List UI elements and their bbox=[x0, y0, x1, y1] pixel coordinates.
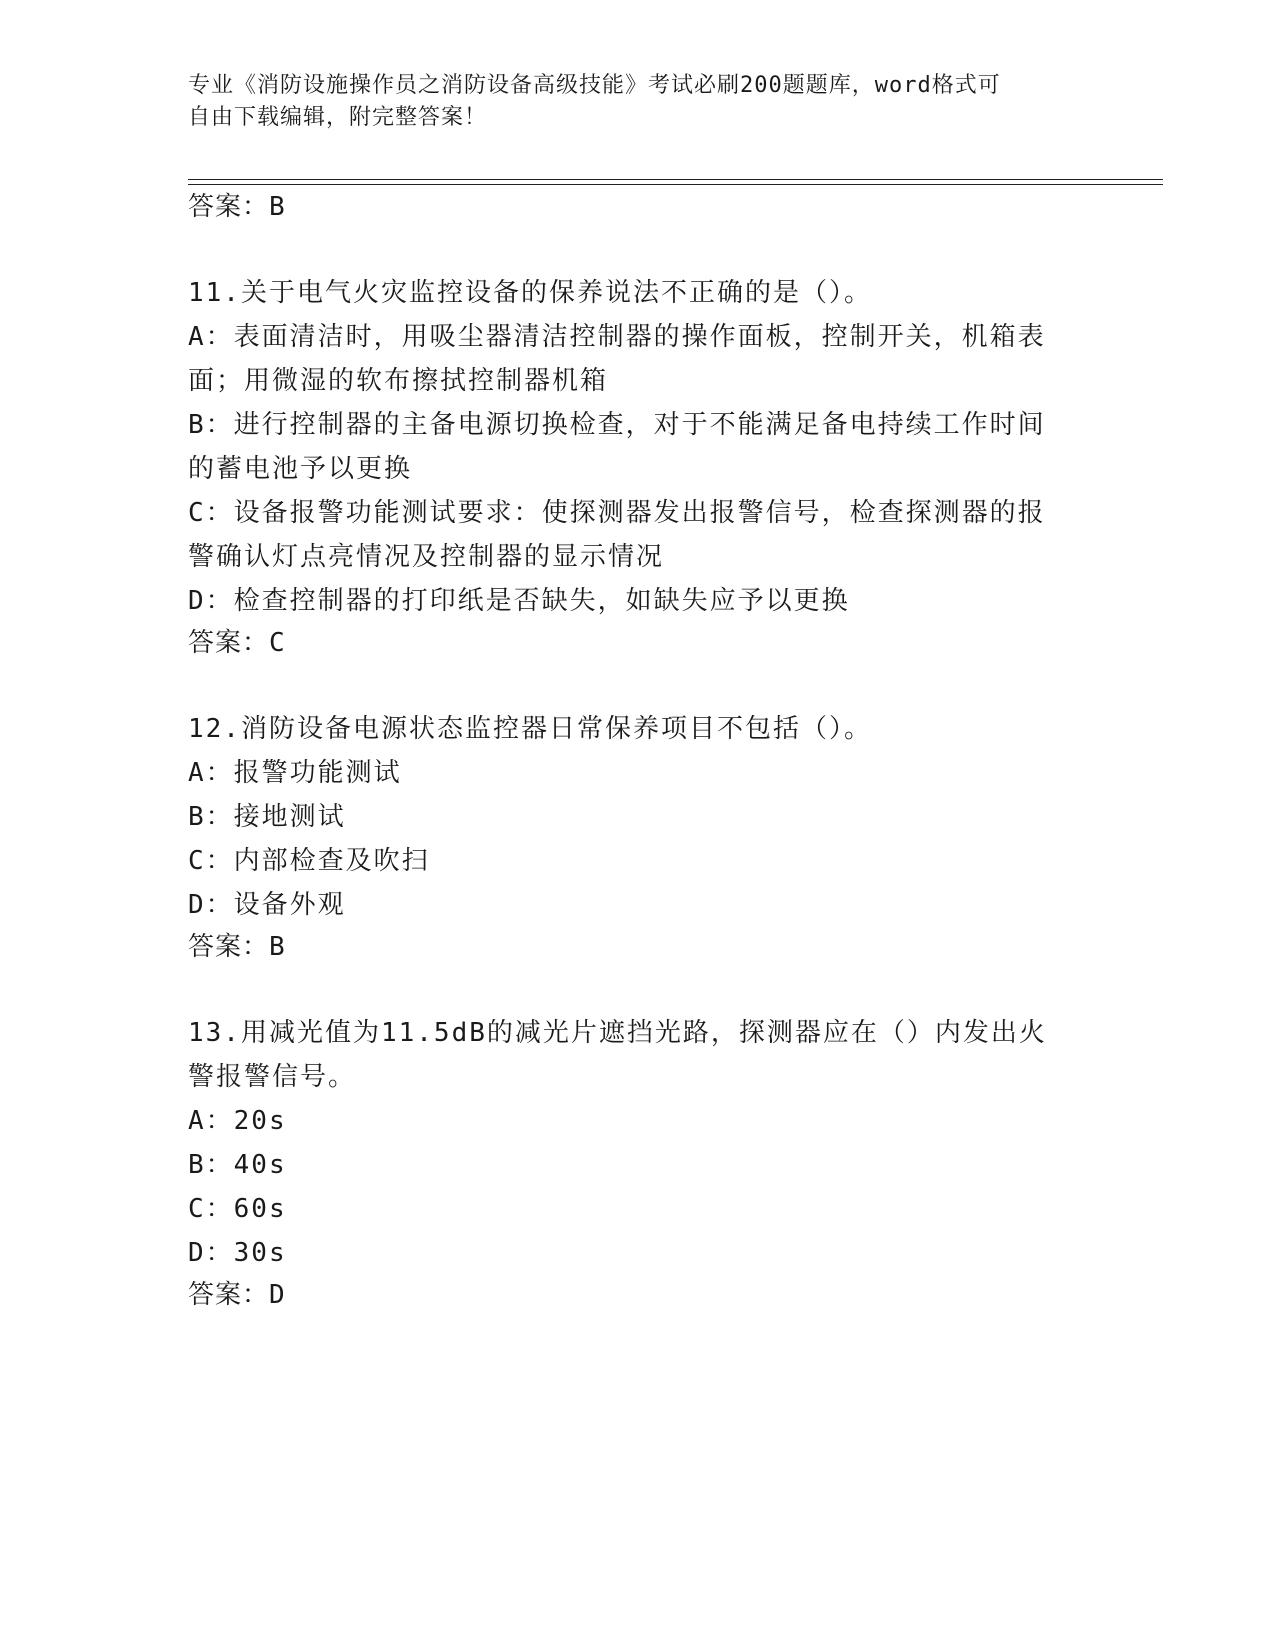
question-13-option-a: A：20s bbox=[188, 1106, 287, 1136]
question-12-answer: 答案：B bbox=[188, 932, 286, 962]
question-13-answer: 答案：D bbox=[188, 1280, 286, 1310]
question-11-option-c: C：设备报警功能测试要求：使探测器发出报警信号，检查探测器的报 bbox=[188, 498, 1046, 528]
question-13-stem-cont: 警报警信号。 bbox=[188, 1062, 357, 1092]
question-13-option-c: C：60s bbox=[188, 1194, 287, 1224]
question-11-option-d: D：检查控制器的打印纸是否缺失，如缺失应予以更换 bbox=[188, 586, 850, 616]
question-11-option-a: A：表面清洁时，用吸尘器清洁控制器的操作面板，控制开关，机箱表 bbox=[188, 322, 1046, 352]
question-11-option-c-cont: 警确认灯点亮情况及控制器的显示情况 bbox=[188, 542, 665, 572]
question-13-option-d: D：30s bbox=[188, 1238, 287, 1268]
question-11-answer: 答案：C bbox=[188, 628, 286, 658]
question-12-option-d: D：设备外观 bbox=[188, 890, 346, 920]
question-11-stem: 11.关于电气火灾监控设备的保养说法不正确的是（）。 bbox=[188, 278, 872, 308]
header-line-2: 自由下载编辑，附完整答案！ bbox=[188, 105, 488, 130]
header-divider-top bbox=[188, 179, 1163, 180]
header-line-1: 专业《消防设施操作员之消防设备高级技能》考试必刷200题题库，word格式可 bbox=[188, 73, 1001, 98]
question-11-option-b-cont: 的蓄电池予以更换 bbox=[188, 454, 413, 484]
previous-answer: 答案：B bbox=[188, 192, 286, 222]
question-12-option-a: A：报警功能测试 bbox=[188, 758, 402, 788]
question-11-option-b: B：进行控制器的主备电源切换检查，对于不能满足备电持续工作时间 bbox=[188, 410, 1046, 440]
header-divider-bottom bbox=[188, 184, 1163, 185]
question-12-stem: 12.消防设备电源状态监控器日常保养项目不包括（）。 bbox=[188, 714, 872, 744]
question-13-option-b: B：40s bbox=[188, 1150, 287, 1180]
document-header bbox=[188, 70, 1088, 134]
question-13-stem: 13.用减光值为11.5dB的减光片遮挡光路，探测器应在（）内发出火 bbox=[188, 1018, 1047, 1048]
question-12-option-b: B：接地测试 bbox=[188, 802, 346, 832]
question-11-option-a-cont: 面；用微湿的软布擦拭控制器机箱 bbox=[188, 366, 609, 396]
question-12-option-c: C：内部检查及吹扫 bbox=[188, 846, 430, 876]
